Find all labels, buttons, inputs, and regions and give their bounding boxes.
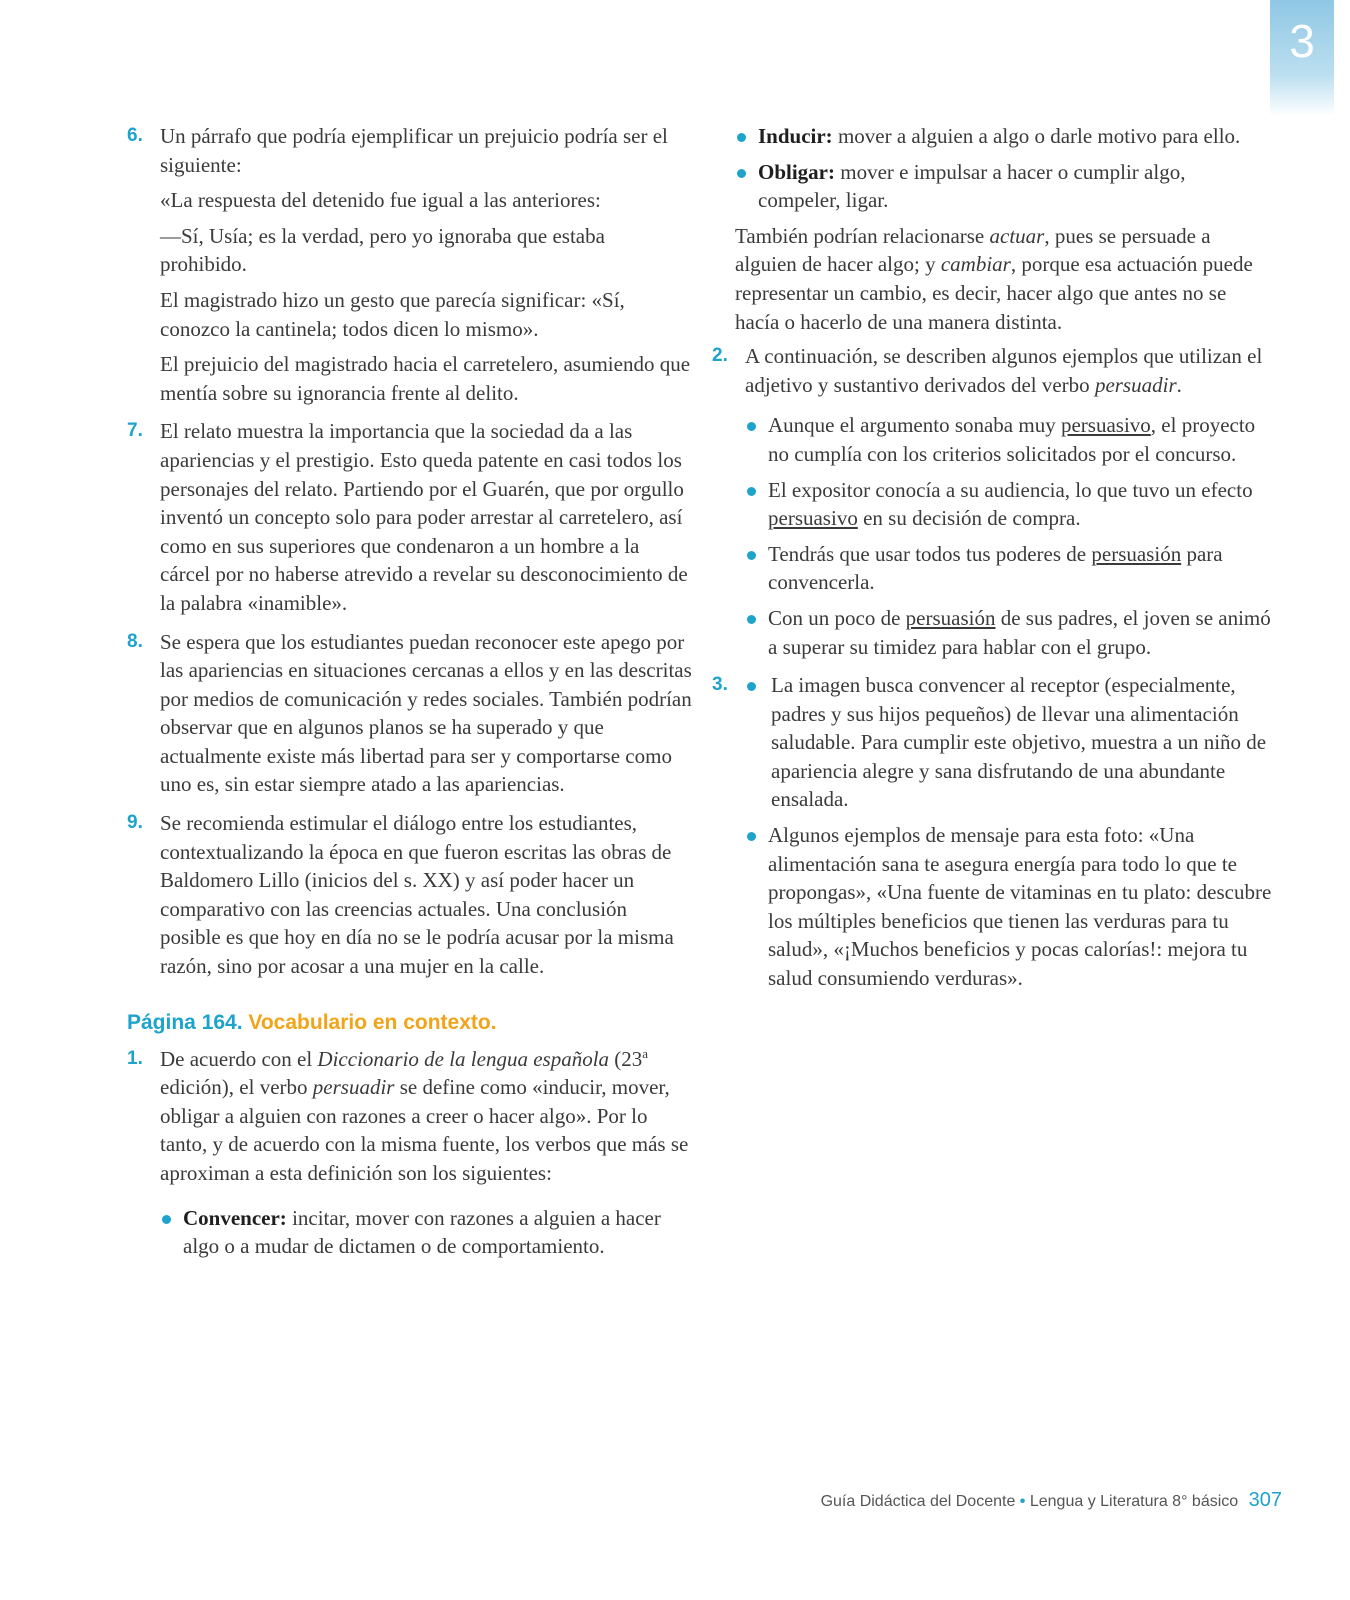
chapter-tab xyxy=(1270,0,1334,116)
vocab-answer-2 xyxy=(712,342,1272,661)
text: . xyxy=(1176,372,1182,397)
quote-paragraph: «La respuesta del detenido fue igual a las anteriores: xyxy=(160,188,601,213)
italic-term: cambiar xyxy=(940,252,1011,277)
example-bullet xyxy=(745,604,1272,661)
page-footer xyxy=(821,1489,1282,1512)
paragraph: El prejuicio del magistrado hacia el carretelero, asumiendo que mentía sobre su ignorancia frente al delito. xyxy=(160,352,691,405)
page-number: 307 xyxy=(1248,1489,1282,1511)
item-number: 9. xyxy=(127,812,143,834)
answer-bullet xyxy=(745,821,1272,993)
term: Obligar: xyxy=(758,159,835,184)
text: edición), el verbo xyxy=(160,1075,313,1100)
italic-term: persuadir xyxy=(1094,372,1177,397)
definition: mover a alguien a algo o darle motivo para ello. xyxy=(832,124,1241,148)
answer-8 xyxy=(127,628,692,800)
text: Tendrás que usar todos tus poderes de xyxy=(768,541,1092,566)
text: , el proyecto no cumplía con los criterios solicitados por el concurso. xyxy=(768,413,1256,466)
example-bullet xyxy=(745,476,1272,533)
text: El expositor conocía a su audiencia, lo que tuvo un efecto xyxy=(768,477,1253,502)
text: se define como «inducir, mover, obligar a alguien con razones a creer o hacer algo». Por lo tanto, y de acuerdo con la misma fuente, los verbos que más se aproximan a esta definición son los siguientes: xyxy=(160,1075,689,1185)
paragraph xyxy=(160,1045,692,1188)
left-column xyxy=(127,122,692,1271)
chapter-number: 3 xyxy=(1289,15,1315,67)
answer-6 xyxy=(127,122,692,407)
underlined-word: persuasivo xyxy=(1060,413,1151,438)
text: También podrían relacionarse xyxy=(735,223,990,248)
answer-7 xyxy=(127,417,692,617)
dictionary-title: Diccionario de la lengua española xyxy=(317,1046,610,1071)
item-number: 6. xyxy=(127,125,143,146)
italic-term: persuadir xyxy=(312,1075,395,1100)
right-column xyxy=(712,122,1272,1003)
term: Convencer: xyxy=(183,1205,287,1230)
item-number: 1. xyxy=(127,1047,143,1069)
text: La imagen busca convencer al receptor (especialmente, padres y sus hijos pequeños) de llevar una alimentación saludable. Para cumplir este objetivo, muestra a un niño de apariencia alegre y sana disfrutando de una abundante ensalada. xyxy=(771,673,1267,812)
text: (23 xyxy=(614,1046,643,1071)
paragraph xyxy=(735,222,1272,336)
vocab-answer-3 xyxy=(712,671,1272,993)
text: A continuación, se describen algunos ejemplos que utilizan el adjetivo y sustantivo derivados del verbo xyxy=(745,344,1263,397)
underlined-word: persuasivo xyxy=(768,506,858,531)
section-heading xyxy=(127,1011,692,1035)
paragraph: Se espera que los estudiantes puedan reconocer este apego por las apariencias en situaciones cercanas a ellos y en las descritas por medios de comunicación y redes sociales. También podrían observar que en algunos planos se ha superado y que actualmente existe más libertad para ser y comportarse como uno es, sin estar siempre atado a las apariencias. xyxy=(160,629,692,797)
text: , porque esa actuación puede representar un cambio, es decir, hacer algo que antes no se hacía o hacerlo de una manera distinta. xyxy=(735,252,1253,334)
quote-paragraph: —Sí, Usía; es la verdad, pero yo ignoraba que estaba prohibido. xyxy=(160,223,605,277)
text: Aunque el argumento sonaba muy xyxy=(768,413,1061,438)
guide-title: Guía Didáctica del Docente xyxy=(820,1493,1016,1510)
section-page: Página 164. xyxy=(127,1010,243,1034)
definition: incitar, mover con razones a alguien a hacer algo o a mudar de dictamen o de comportamiento. xyxy=(183,1205,661,1259)
section-title: Vocabulario en contexto. xyxy=(248,1010,497,1034)
underlined-word: persuasión xyxy=(1091,541,1182,566)
course-title: Lengua y Literatura 8° básico xyxy=(1029,1493,1239,1510)
paragraph: Un párrafo que podría ejemplificar un prejuicio podría ser el siguiente: xyxy=(160,124,668,177)
answer-9 xyxy=(127,809,692,981)
item-number: 3. xyxy=(712,674,728,696)
superscript: a xyxy=(642,1045,649,1061)
paragraph xyxy=(745,342,1272,399)
item-number: 7. xyxy=(127,420,143,442)
text: Con un poco de xyxy=(768,605,906,630)
definition: mover e impulsar a hacer o cumplir algo, compeler, ligar. xyxy=(758,159,1186,213)
example-bullet xyxy=(745,411,1272,468)
italic-term: actuar xyxy=(989,223,1045,248)
text: De acuerdo con el xyxy=(160,1046,318,1071)
paragraph: El relato muestra la importancia que la sociedad da a las apariencias y el prestigio. Esto queda patente en casi todos los personajes del relato. Partiendo por el Guarén, que por orgullo inventó un concepto solo para poder arrestar al carretelero, así como en sus superiores que condenaron a un hombre a la cárcel por no haberse atrevido a revelar su desconocimiento de la palabra «inamible». xyxy=(160,419,688,615)
vocab-answer-1 xyxy=(127,1045,692,1261)
item-number: 2. xyxy=(712,345,728,367)
text: , pues se persuade a alguien de hacer algo; y xyxy=(735,223,1211,277)
text: en su decisión de compra. xyxy=(857,506,1081,531)
item-number: 8. xyxy=(127,630,143,652)
definition-bullet xyxy=(160,1204,692,1261)
example-bullet xyxy=(745,540,1272,597)
definition-bullet xyxy=(735,158,1272,215)
definition-bullet xyxy=(735,122,1272,151)
answer-bullet xyxy=(745,671,1272,814)
underlined-word: persuasión xyxy=(905,605,996,630)
text: Algunos ejemplos de mensaje para esta foto: «Una alimentación sana te asegura energía para todo lo que te propongas», «Una fuente de vitaminas en tu plato: descubre los múltiples beneficios que tienen las verduras para tu salud», «¡Muchos beneficios y pocas calorías!: mejora tu salud consumiendo verduras». xyxy=(768,823,1272,991)
quote-paragraph: El magistrado hizo un gesto que parecía significar: «Sí, conozco la cantinela; todos dicen lo mismo». xyxy=(160,287,625,341)
separator: • xyxy=(1019,1493,1026,1510)
paragraph: Se recomienda estimular el diálogo entre los estudiantes, contextualizando la época en que fueron escritas las obras de Baldomero Lillo (inicios del s. XX) y así poder hacer un comparativo con las creencias actuales. Una conclusión posible es que hoy en día no se le podría acusar por la misma razón, sino por acosar a una mujer en la calle. xyxy=(160,811,674,979)
text: para convencerla. xyxy=(768,541,1223,595)
text: de sus padres, el joven se animó a superar su timidez para hablar con el grupo. xyxy=(768,605,1271,659)
term: Inducir: xyxy=(758,124,833,148)
